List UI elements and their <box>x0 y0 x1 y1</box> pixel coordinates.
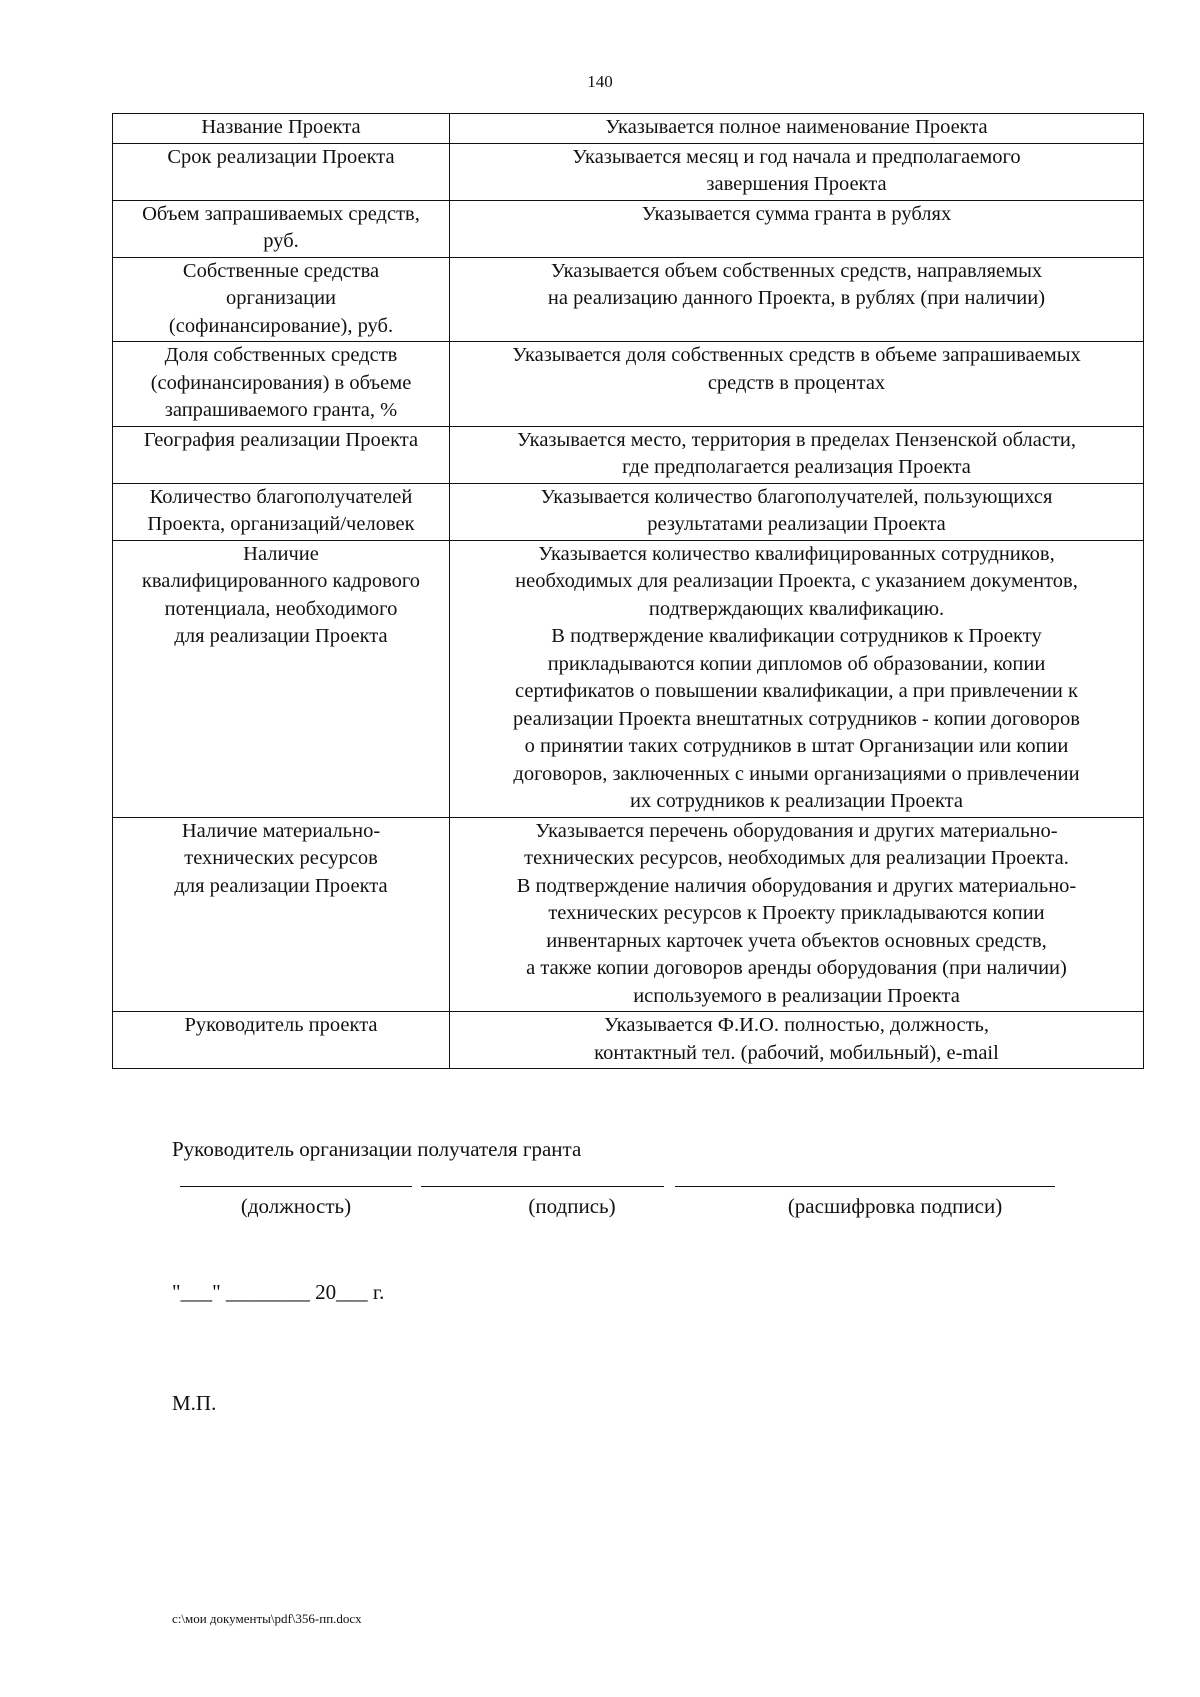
row-label-line: потенциала, необходимого <box>164 597 398 620</box>
decoding-caption: (расшифровка подписи) <box>787 1194 1003 1218</box>
signature-line <box>421 1186 664 1187</box>
row-value-line: о принятии таких сотрудников в штат Организации или копии <box>524 735 1069 757</box>
row-label-line: (софинансирования) в объеме <box>150 371 412 394</box>
row-value-cell <box>450 114 1144 144</box>
position-caption: (должность) <box>240 1194 352 1218</box>
signature-title: Руководитель организации получателя гранта <box>172 1137 582 1161</box>
row-label-line: Количество благополучателей <box>149 485 413 508</box>
table-row <box>113 817 1144 1012</box>
row-value-line: завершения Проекта <box>706 173 887 195</box>
row-label-cell <box>113 114 450 144</box>
row-value-line: Указывается доля собственных средств в объеме запрашиваемых <box>512 344 1081 366</box>
row-value-line: прикладываются копии дипломов об образовании, копии <box>547 652 1046 675</box>
stamp-placeholder: М.П. <box>172 1391 217 1415</box>
row-value-line: Указывается месяц и год начала и предполагаемого <box>572 145 1021 168</box>
table-row <box>113 1012 1144 1069</box>
row-value-cell <box>450 1012 1144 1069</box>
row-value-line: Указывается сумма гранта в рублях <box>641 202 952 225</box>
row-value-line: реализации Проекта внештатных сотрудников - копии договоров <box>512 707 1080 730</box>
row-label-cell <box>113 483 450 540</box>
row-value-line: Указывается Ф.И.О. полностью, должность, <box>603 1014 990 1036</box>
row-label-line: Проекта, организаций/человек <box>147 513 415 535</box>
row-value-line: а также копии договоров аренды оборудования (при наличии) <box>526 957 1067 979</box>
row-value-cell <box>450 540 1144 817</box>
row-label-cell <box>113 342 450 427</box>
row-value-line: Указывается место, территория в пределах Пензенской области, <box>516 428 1077 451</box>
row-label-line: Собственные средства <box>182 259 380 282</box>
row-value-line: средств в процентах <box>707 371 886 394</box>
table-row <box>113 114 1144 144</box>
row-label-line: Доля собственных средств <box>164 344 398 366</box>
row-value-line: Указывается количество квалифицированных сотрудников, <box>538 542 1055 565</box>
row-value-line: технических ресурсов к Проекту прикладываются копии <box>548 902 1045 924</box>
row-value-line: технических ресурсов, необходимых для реализации Проекта. <box>524 847 1069 869</box>
row-label-line: квалифицированного кадрового <box>141 570 421 592</box>
row-label-line: организации <box>225 287 337 309</box>
row-label-line: Название Проекта <box>201 116 361 138</box>
row-value-line: договоров, заключенных с иными организациями о привлечении <box>513 762 1080 785</box>
project-info-table <box>112 113 1144 1069</box>
row-label-cell <box>113 540 450 817</box>
row-label-cell <box>113 143 450 200</box>
row-value-line: Указывается объем собственных средств, направляемых <box>550 259 1043 282</box>
row-value-cell <box>450 817 1144 1012</box>
row-label-line: Руководитель проекта <box>184 1014 378 1036</box>
row-label-cell <box>113 817 450 1012</box>
row-value-line: инвентарных карточек учета объектов основных средств, <box>546 929 1047 952</box>
table-row <box>113 426 1144 483</box>
table-row <box>113 257 1144 342</box>
row-value-line: контактный тел. (рабочий, мобильный), e-mail <box>594 1041 999 1064</box>
row-value-cell <box>450 200 1144 257</box>
row-value-line: сертификатов о повышении квалификации, а при привлечении к <box>515 680 1078 702</box>
decoding-line <box>675 1186 1055 1187</box>
row-value-cell <box>450 426 1144 483</box>
position-line <box>180 1186 412 1187</box>
row-label-line: руб. <box>263 230 299 252</box>
row-label-line: технических ресурсов <box>184 847 378 869</box>
row-value-line: необходимых для реализации Проекта, с указанием документов, <box>515 570 1078 592</box>
row-value-line: Указывается полное наименование Проекта <box>605 116 988 138</box>
row-label-line: (софинансирование), руб. <box>168 314 394 337</box>
table-row <box>113 483 1144 540</box>
row-value-line: В подтверждение квалификации сотрудников к Проекту <box>551 625 1042 647</box>
row-label-line: запрашиваемого гранта, % <box>164 399 398 421</box>
row-value-line: их сотрудников к реализации Проекта <box>630 790 963 812</box>
date-line: "___" ________ 20___ г. <box>172 1280 385 1304</box>
table-row <box>113 540 1144 817</box>
signature-caption: (подпись) <box>528 1194 616 1218</box>
table-row <box>113 200 1144 257</box>
row-label-cell <box>113 200 450 257</box>
row-label-cell <box>113 426 450 483</box>
table-row <box>113 342 1144 427</box>
file-path-footer: c:\мои документы\pdf\356-пп.docx <box>172 1611 362 1626</box>
row-value-cell <box>450 257 1144 342</box>
row-label-line: География реализации Проекта <box>143 428 419 451</box>
row-label-line: Наличие материально- <box>181 819 381 842</box>
row-value-line: подтверждающих квалификацию. <box>648 597 945 620</box>
row-value-line: результатами реализации Проекта <box>647 513 946 535</box>
row-value-cell <box>450 143 1144 200</box>
row-label-line: для реализации Проекта <box>174 625 388 647</box>
row-value-cell <box>450 483 1144 540</box>
row-label-line: Объем запрашиваемых средств, <box>142 202 420 225</box>
row-label-line: Срок реализации Проекта <box>167 145 395 168</box>
row-value-cell <box>450 342 1144 427</box>
row-value-line: используемого в реализации Проекта <box>633 984 960 1007</box>
page-number: 140 <box>587 72 613 91</box>
row-value-line: на реализацию данного Проекта, в рублях (при наличии) <box>547 287 1046 309</box>
row-value-line: где предполагается реализация Проекта <box>622 456 971 478</box>
row-label-line: для реализации Проекта <box>174 874 388 897</box>
row-label-line: Наличие <box>243 542 319 565</box>
row-label-cell <box>113 1012 450 1069</box>
row-value-line: В подтверждение наличия оборудования и других материально- <box>516 874 1077 897</box>
row-value-line: Указывается перечень оборудования и других материально- <box>535 819 1058 842</box>
row-value-line: Указывается количество благополучателей, пользующихся <box>540 485 1053 508</box>
table-row <box>113 143 1144 200</box>
table-body <box>113 114 1144 1069</box>
row-label-cell <box>113 257 450 342</box>
